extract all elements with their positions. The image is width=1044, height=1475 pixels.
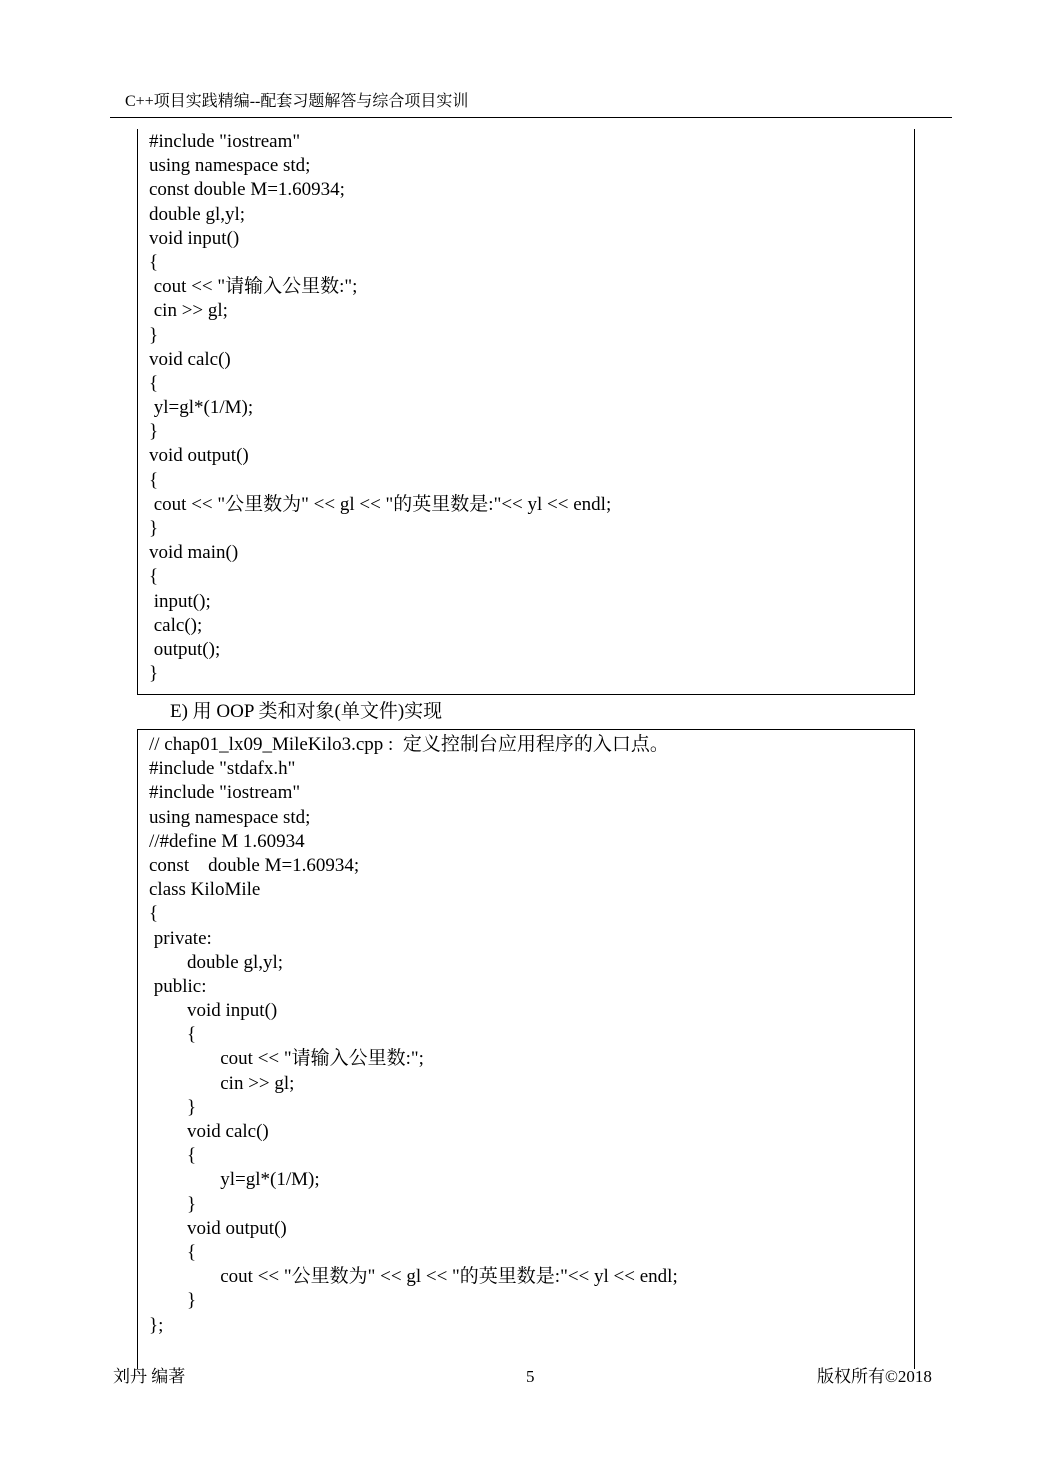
code-line: yl=gl*(1/M);: [149, 397, 254, 419]
code-line: {: [149, 251, 159, 273]
code-line: void main(): [149, 542, 239, 564]
code-block-oop: [137, 729, 915, 1369]
code-line: {: [149, 903, 159, 925]
code-line: const double M=1.60934;: [149, 854, 360, 876]
code-line: }: [149, 1096, 197, 1118]
code-line: void output(): [149, 445, 249, 467]
code-line: using namespace std;: [149, 806, 311, 828]
code-line: double gl,yl;: [149, 203, 246, 225]
code-line: }: [149, 518, 159, 539]
footer-page-number: 5: [526, 1367, 535, 1386]
code-line: void output(): [149, 1217, 287, 1239]
code-line: //#define M 1.60934: [149, 830, 305, 852]
code-line: cout << "请输入公里数:";: [149, 276, 358, 298]
code-line: {: [149, 469, 159, 491]
code-line: }: [149, 1193, 197, 1215]
code-line: public:: [149, 975, 207, 997]
code-line: void input(): [149, 1000, 278, 1022]
code-line: void calc(): [149, 348, 231, 370]
running-header-title: C++项目实践精编--配套习题解答与综合项目实训: [125, 93, 469, 110]
code-line: cout << "公里数为" << gl << "的英里数是:"<< yl << endl;: [149, 1266, 678, 1288]
code-line: input();: [149, 590, 211, 612]
code-line: private:: [149, 927, 212, 949]
code-line: }: [149, 324, 159, 346]
footer-copyright: 版权所有©2018: [817, 1367, 932, 1386]
code-line: #include "iostream": [149, 782, 301, 804]
code-line: class KiloMile: [149, 879, 261, 901]
code-lines: [149, 733, 678, 1338]
code-line: calc();: [149, 614, 203, 636]
code-line: }: [149, 421, 159, 443]
code-line: cin >> gl;: [149, 300, 228, 322]
code-line: {: [149, 1241, 197, 1263]
header-divider: [110, 117, 952, 118]
code-line: }: [149, 663, 159, 685]
code-line: cout << "请输入公里数:";: [149, 1048, 424, 1070]
footer-author: 刘丹 编著: [113, 1367, 186, 1386]
code-line: const double M=1.60934;: [149, 179, 345, 201]
code-line: // chap01_lx09_MileKilo3.cpp : 定义控制台应用程序的入口点。: [149, 734, 669, 755]
code-line: using namespace std;: [149, 155, 311, 177]
code-line: double gl,yl;: [149, 951, 284, 973]
code-line: cin >> gl;: [149, 1072, 295, 1094]
code-line: {: [149, 372, 159, 394]
code-lines: [149, 130, 611, 686]
code-line: }: [149, 1290, 197, 1312]
code-line: void input(): [149, 227, 240, 249]
code-line: #include "iostream": [149, 131, 301, 152]
section-heading-e: E) 用 OOP 类和对象(单文件)实现: [170, 701, 443, 722]
code-block-procedural: [137, 129, 915, 695]
code-line: #include "stdafx.h": [149, 758, 296, 780]
code-line: {: [149, 1024, 197, 1046]
code-line: void calc(): [149, 1121, 269, 1142]
code-line: };: [149, 1314, 164, 1336]
code-line: {: [149, 1145, 197, 1167]
code-line: yl=gl*(1/M);: [149, 1169, 320, 1191]
code-line: output();: [149, 638, 221, 660]
code-line: cout << "公里数为" << gl << "的英里数是:"<< yl << endl;: [149, 493, 612, 515]
code-line: {: [149, 566, 159, 588]
